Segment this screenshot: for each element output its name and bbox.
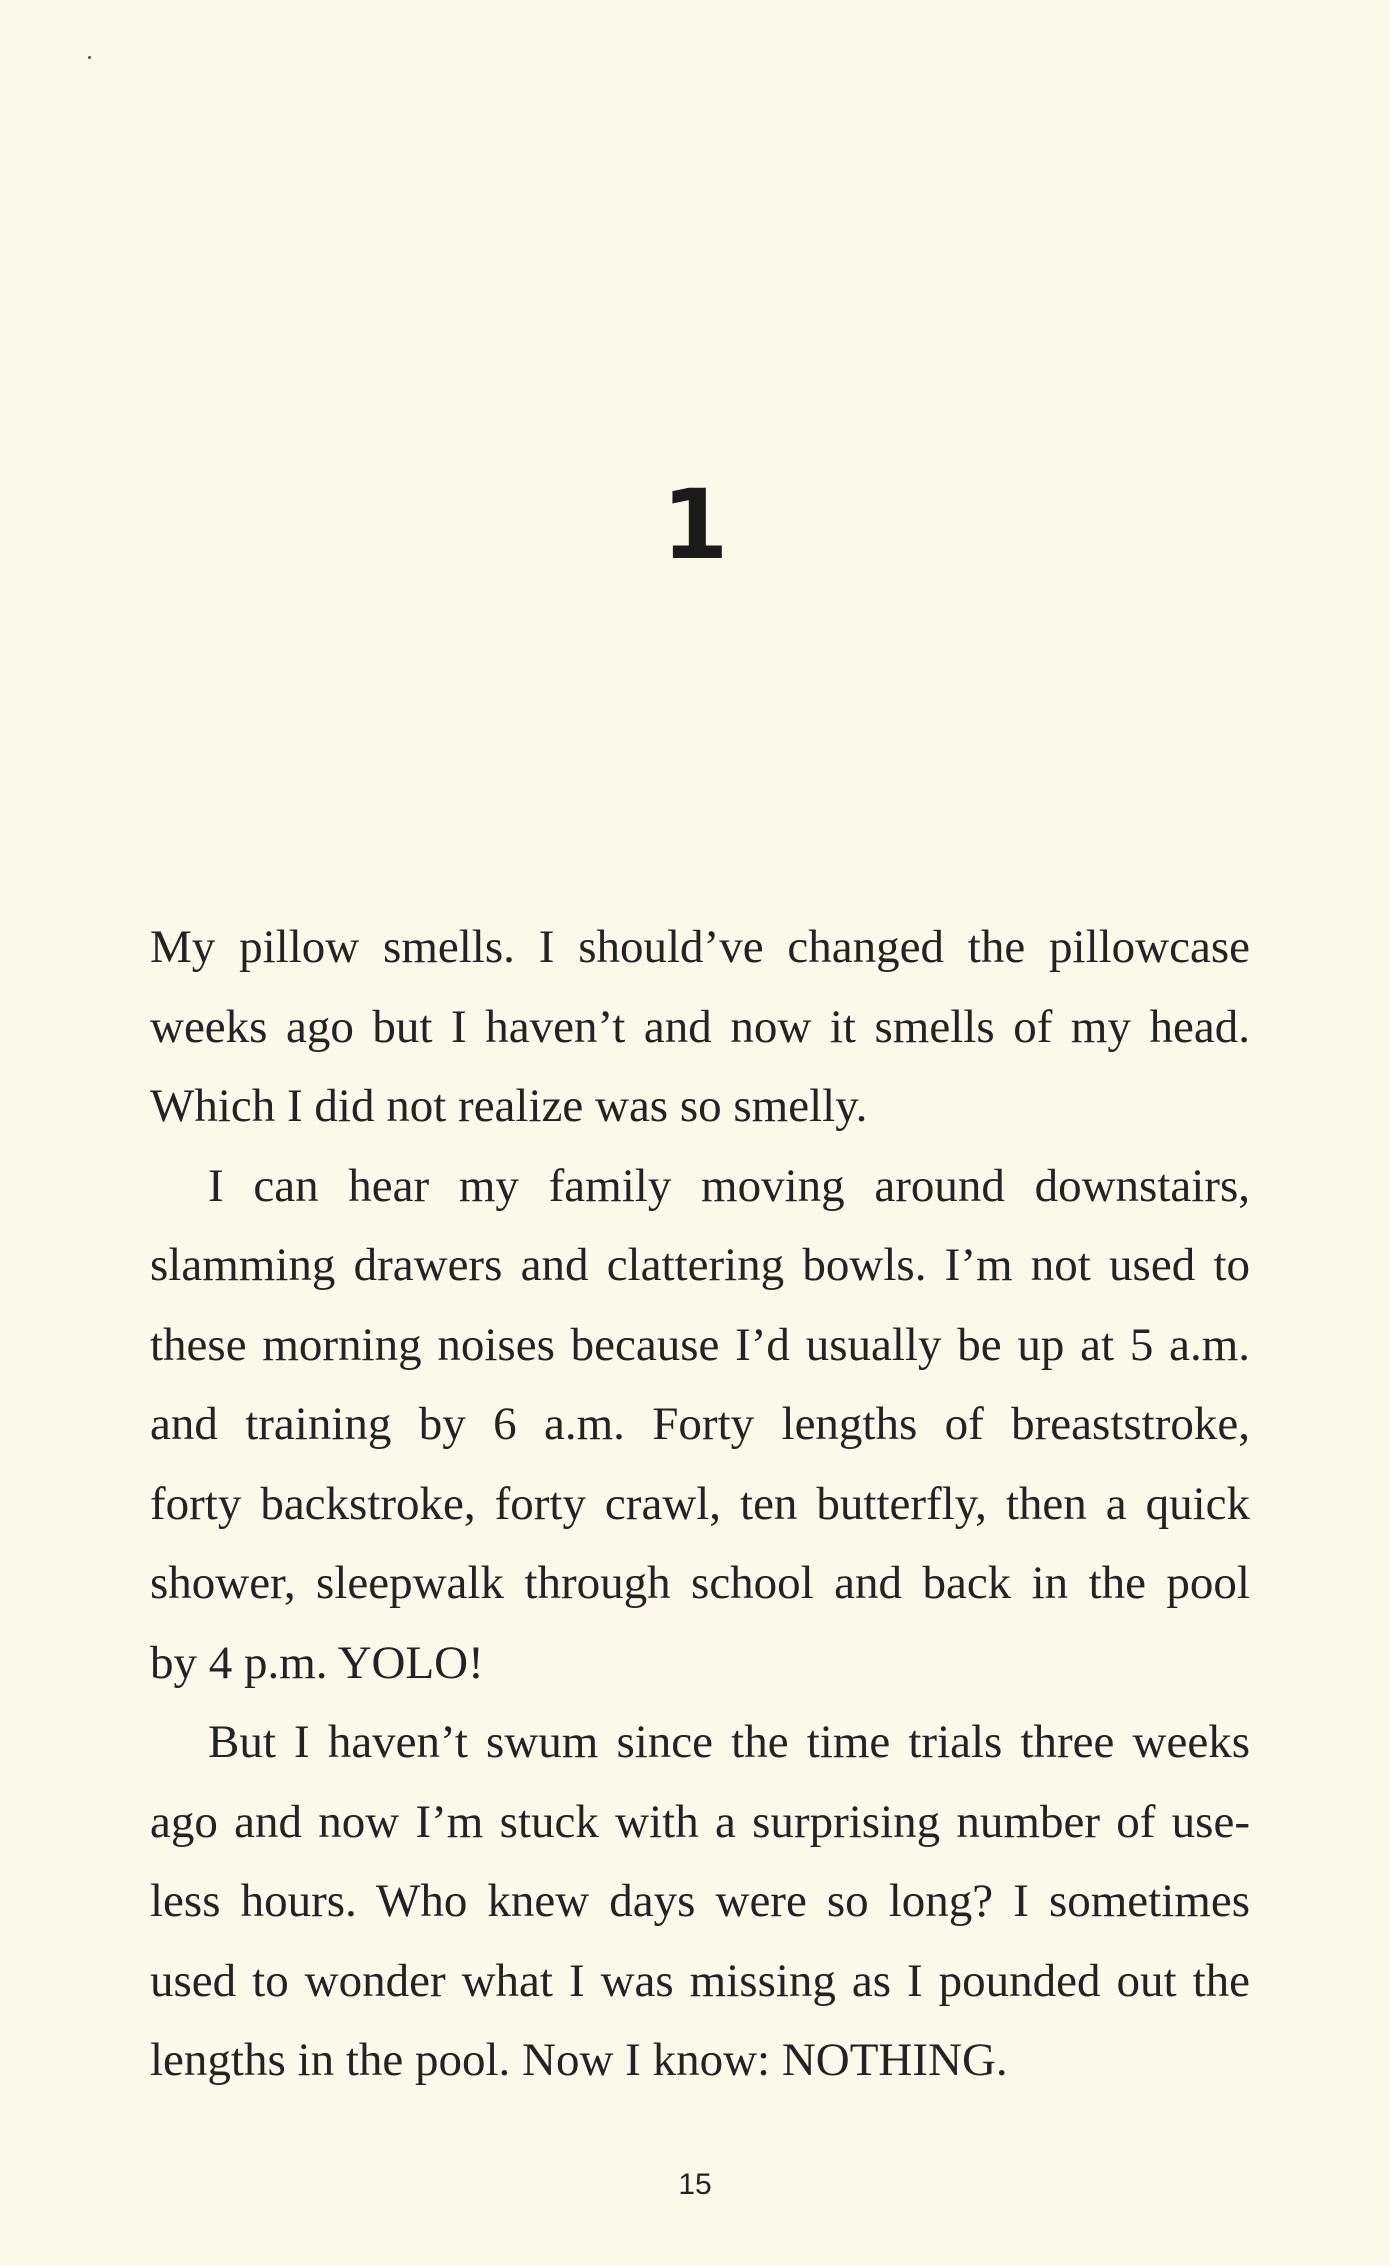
text-line: forty backstroke, forty crawl, ten butterfly, then a quick — [150, 1477, 1250, 1530]
text-line: Which I did not realize was so smelly. — [150, 1080, 868, 1132]
text-line: lengths in the pool. Now I know: NOTHING. — [150, 2034, 1008, 2086]
chapter-number: 1 — [661, 469, 729, 581]
text-line: I can hear my family moving around downstairs, — [208, 1159, 1250, 1212]
text-line: and training by 6 a.m. Forty lengths of breaststroke, — [150, 1398, 1250, 1450]
text-line: slamming drawers and clattering bowls. I’m not used to — [150, 1239, 1250, 1291]
paper-speck — [88, 56, 91, 59]
text-line: shower, sleepwalk through school and back in the pool — [150, 1557, 1250, 1609]
text-line: less hours. Who knew days were so long? I sometimes — [150, 1875, 1250, 1927]
text-line: weeks ago but I haven’t and now it smells of my head. — [150, 1000, 1250, 1053]
text-line: ago and now I’m stuck with a surprising number of use- — [150, 1795, 1250, 1848]
chapter-body — [150, 908, 1250, 2101]
text-line: used to wonder what I was missing as I pounded out the — [150, 1954, 1250, 2007]
text-line: by 4 p.m. YOLO! — [150, 1636, 484, 1689]
text-line: My pillow smells. I should’ve changed the pillowcase — [150, 921, 1250, 973]
page-number: 15 — [678, 2168, 712, 2201]
text-line: But I haven’t swum since the time trials three weeks — [208, 1716, 1250, 1768]
text-line: these morning noises because I’d usually be up at 5 a.m. — [150, 1318, 1250, 1371]
